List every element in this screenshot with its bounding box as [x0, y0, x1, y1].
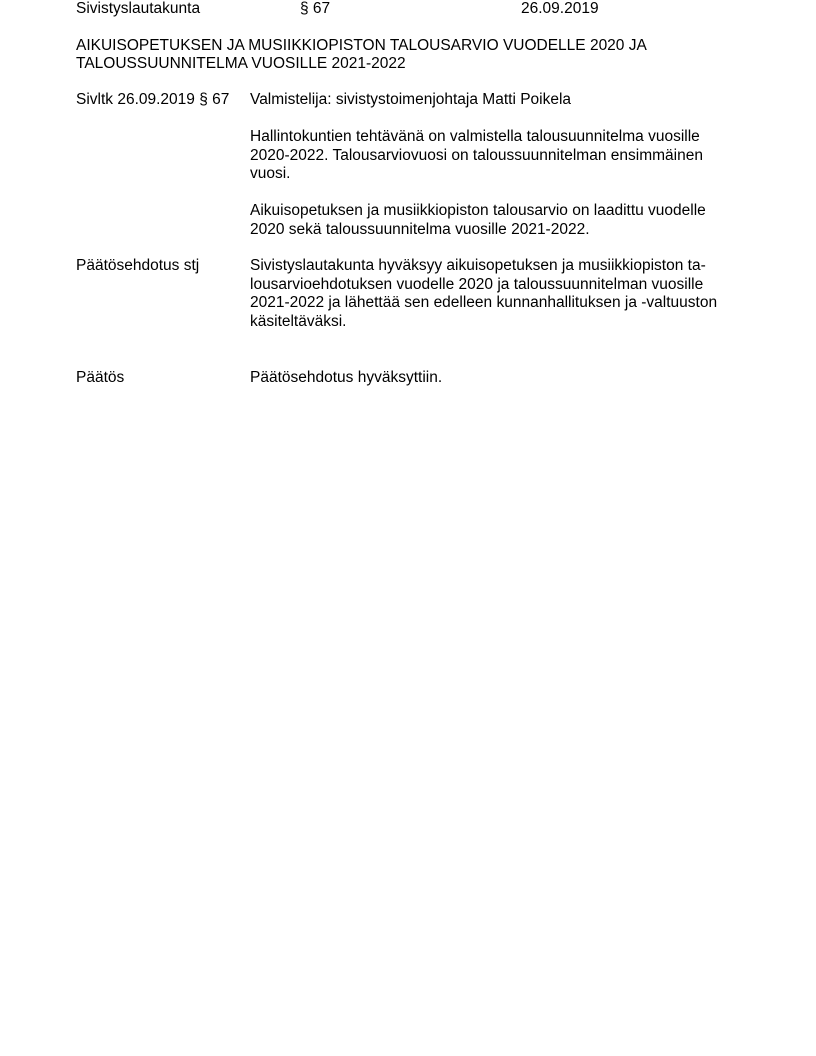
- decision-text: Päätösehdotus hyväksyttiin.: [250, 369, 443, 386]
- preparation-label: Sivltk 26.09.2019 § 67: [76, 91, 230, 108]
- proposal-paragraph: [250, 257, 740, 331]
- title-line: TALOUSSUUNNITELMA VUOSILLE 2021-2022: [76, 55, 406, 72]
- committee-name: Sivistyslautakunta: [76, 0, 201, 17]
- proposal-content: [250, 257, 740, 331]
- document-title: [76, 37, 716, 73]
- text-line: vuosi.: [250, 165, 291, 182]
- meeting-date: 26.09.2019: [521, 0, 599, 17]
- text-line: Sivistyslautakunta hyväksyy aikuisopetuksen ja musiikkiopiston ta-: [250, 257, 706, 274]
- text-line: 2020 sekä taloussuunnitelma vuosille 2021-2022.: [250, 220, 590, 238]
- title-line: AIKUISOPETUKSEN JA MUSIIKKIOPISTON TALOUSARVIO VUODELLE 2020 JA: [76, 37, 647, 54]
- section-number: § 67: [300, 0, 331, 17]
- proposal-label: Päätösehdotus stj: [76, 257, 200, 274]
- decision-content: [250, 369, 740, 388]
- text-line: Aikuisopetuksen ja musiikkiopiston talousarvio on laadittu vuodelle: [250, 202, 706, 219]
- preparation-paragraph: [250, 202, 740, 239]
- text-line: lousarvioehdotuksen vuodelle 2020 ja taloussuunnitelman vuosille: [250, 275, 704, 293]
- preparation-content: [250, 91, 740, 239]
- text-line: 2020-2022. Talousarviovuosi on taloussuunnitelman ensimmäinen: [250, 146, 703, 164]
- text-line: 2021-2022 ja lähettää sen edelleen kunnanhallituksen ja -valtuuston: [250, 294, 718, 311]
- preparation-paragraph: [250, 128, 740, 184]
- document-header: [0, 0, 816, 19]
- text-line: käsiteltäväksi.: [250, 312, 347, 330]
- preparer-line: Valmistelija: sivistystoimenjohtaja Matti Poikela: [250, 91, 572, 108]
- text-line: Hallintokuntien tehtävänä on valmistella talousuunnitelma vuosille: [250, 128, 700, 145]
- decision-label: Päätös: [76, 369, 125, 386]
